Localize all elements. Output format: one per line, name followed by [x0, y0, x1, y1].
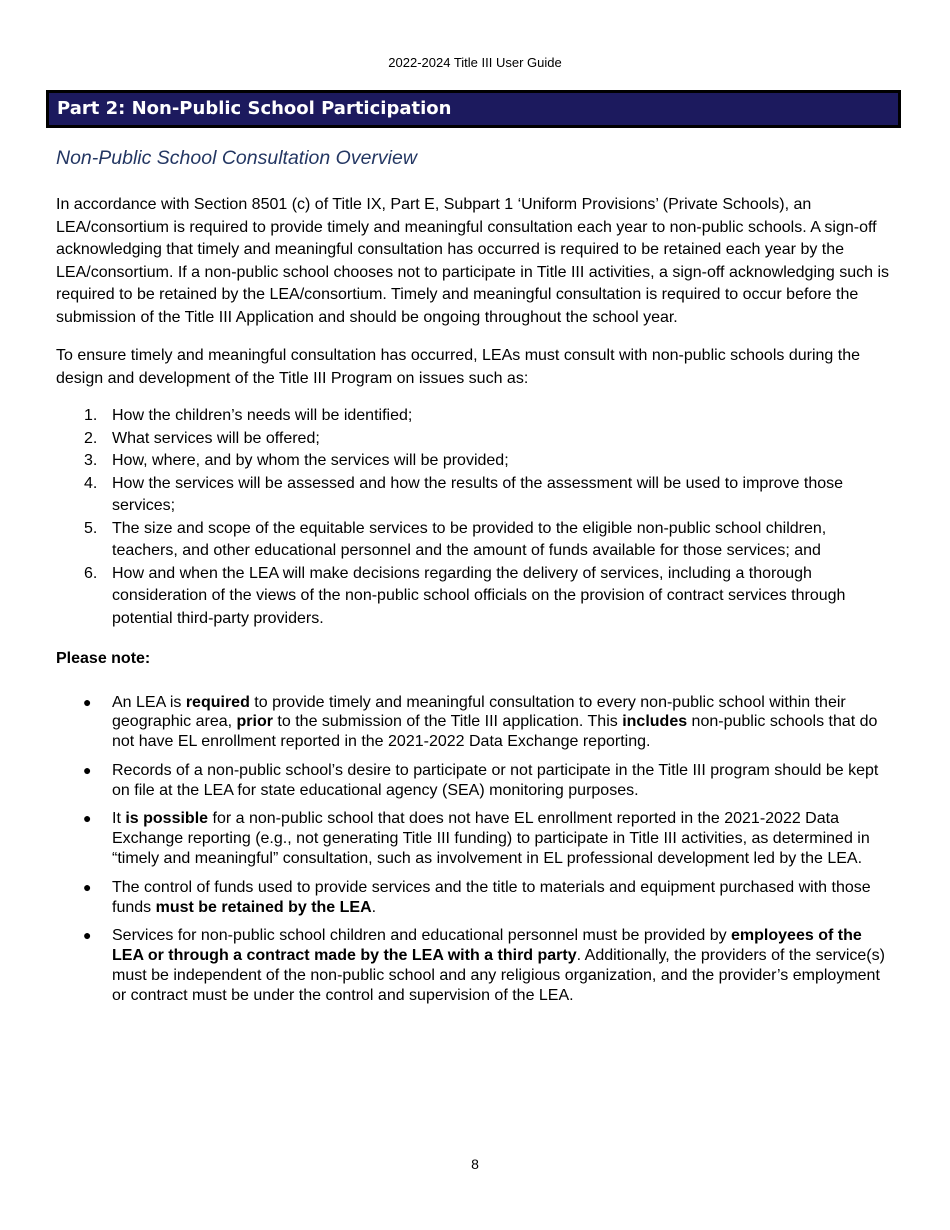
page-number: 8: [471, 1156, 479, 1172]
consultation-issues-list: [56, 405, 896, 630]
list-item: 4. How the services will be assessed and how the results of the assessment will be used to improve those services;: [84, 474, 844, 514]
please-note-heading: Please note:: [56, 650, 151, 667]
list-item: 6. How and when the LEA will make decisions regarding the delivery of services, including a thorough consideration of the views of the non-public school officials on the provision of contract services through potential third-party providers.: [84, 564, 846, 627]
page-header: 2022-2024 Title III User Guide: [388, 55, 562, 70]
main-content: [56, 194, 896, 1015]
part-banner: [46, 90, 901, 128]
list-item: 5. The size and scope of the equitable services to be provided to the eligible non-public school children, teachers, and other educational personnel and the amount of funds available for those services; and: [84, 519, 827, 559]
list-item: 2. What services will be offered;: [84, 429, 320, 447]
bullet-icon: ●: [83, 761, 92, 778]
consultation-paragraph: To ensure timely and meaningful consultation has occurred, LEAs must consult with non-public schools during the design and development of the Title III Program on issues such as:: [56, 347, 860, 387]
bullet-icon: ●: [83, 693, 92, 710]
bullet-icon: ●: [83, 878, 92, 895]
list-item: 1. How the children’s needs will be identified;: [84, 407, 413, 424]
bullet-icon: ●: [83, 927, 92, 944]
note-item: ● Records of a non-public school’s desire to participate or not participate in the Title III program should be kept on file at the LEA for state educational agency (SEA) monitoring purposes.: [83, 761, 879, 799]
intro-paragraph: In accordance with Section 8501 (c) of Title IX, Part E, Subpart 1 ‘Uniform Provisions’ (Private Schools), an LEA/consortium is required to provide timely and meaningful consultation each year to non-public schools. A sign-off acknowledging that timely and meaningful consultation has occurred is required to be retained each year by the LEA/consortium. If a non-public school chooses not to participate in Title III activities, a sign-off acknowledging such is required to be retained by the LEA/consortium. Timely and meaningful consultation is required to occur before the submission of the Title III Application and should be ongoing throughout the school year.: [56, 196, 890, 326]
note-item: ● Services for non-public school children and educational personnel must be provided by employees of the LEA or through a contract made by the LEA with a third party. Additionally, the providers of the service(s) must be independent of the non-public school and any religious organization, and the provider’s employment or contract must be under the control and supervision of the LEA.: [83, 927, 885, 1004]
part-banner-title: Part 2: Non-Public School Participation: [57, 98, 452, 119]
bullet-icon: ●: [83, 810, 92, 827]
section-heading: Non-Public School Consultation Overview: [56, 147, 417, 169]
note-item: ● It is possible for a non-public school that does not have EL enrollment reported in the 2021-2022 Data Exchange reporting (e.g., not generating Title III funding) to participate in Title III activities, as determined in “timely and meaningful” consultation, such as involvement in EL professional development led by the LEA.: [83, 810, 870, 868]
notes-list: [56, 693, 896, 1006]
note-item: ● The control of funds used to provide services and the title to materials and equipment purchased with those funds must be retained by the LEA.: [83, 878, 871, 916]
list-item: 3. How, where, and by whom the services will be provided;: [84, 452, 509, 469]
note-item: ● An LEA is required to provide timely and meaningful consultation to every non-public school within their geographic area, prior to the submission of the Title III application. This includes non-public schools that do not have EL enrollment reported in the 2021-2022 Data Exchange reporting.: [83, 693, 878, 751]
